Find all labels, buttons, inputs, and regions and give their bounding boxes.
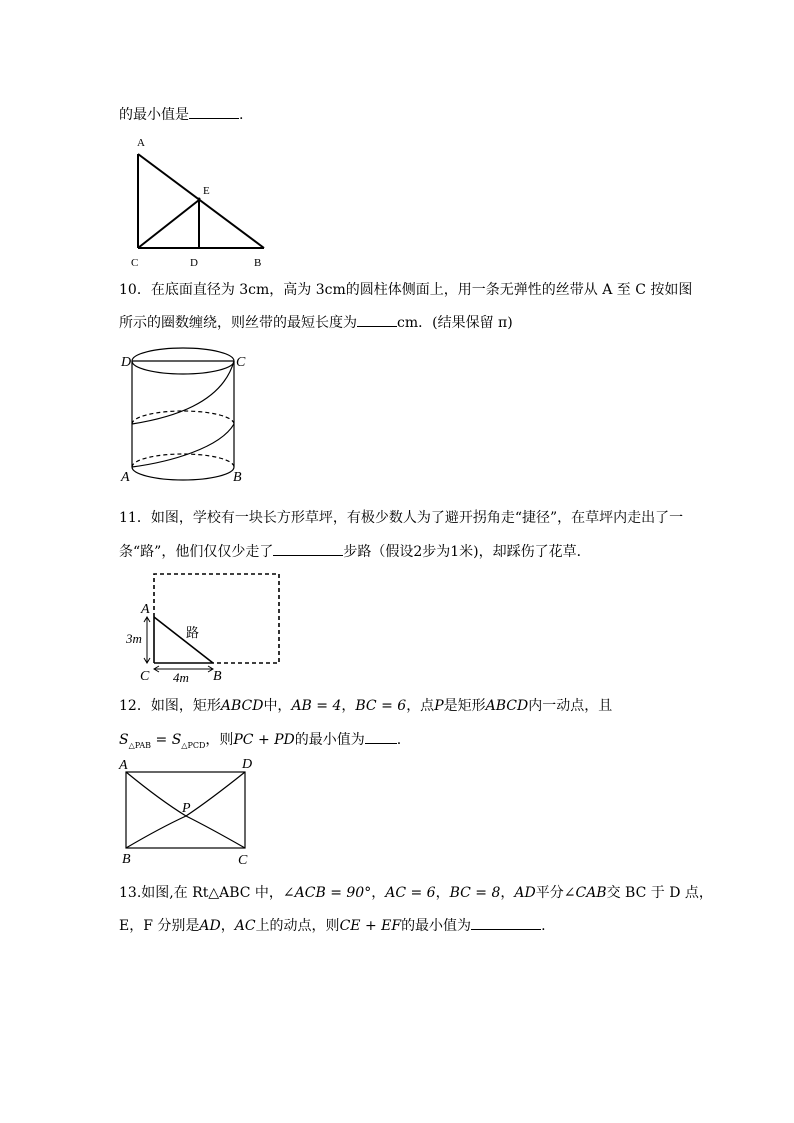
q9-answer-blank[interactable] (189, 104, 239, 119)
q11-line-1: 11．如图，学校有一块长方形草坪，有极少数人为了避开拐角走“捷径”，在草坪内走出了一 (119, 510, 684, 526)
q12-rect-abcd (126, 772, 245, 848)
q10-bottom-back-arc (132, 454, 234, 467)
q10-label-d: D (121, 355, 132, 370)
q10-ribbon-lower (132, 424, 234, 467)
q11-label-c: C (140, 669, 150, 684)
q12-label-p: P (182, 801, 191, 816)
q13-line-1: 13.如图,在 Rt△ABC 中，∠ACB = 90°，AC = 6，BC = 8，AD平分∠CAB交 BC 于 D 点， (119, 885, 713, 901)
q12-answer-blank[interactable] (365, 729, 397, 744)
q10-label-c: C (236, 355, 246, 370)
q12-label-c: C (238, 853, 248, 868)
q11-lawn-dashed-outline (154, 574, 279, 663)
q10-label-a: A (121, 470, 130, 485)
q12-segment-a-p (126, 772, 186, 816)
q9-label-e: E (203, 185, 210, 197)
q12-line-2: $S_{\triangle PAB} = S_{\triangle PCD}$，则PC + PD的最小值为 . (119, 729, 401, 755)
q9-segment-ab (138, 154, 264, 248)
q9-label-b: B (254, 257, 262, 269)
q12-segment-d-p (186, 772, 245, 816)
q11-label-4m: 4m (173, 670, 189, 685)
q10-bottom-front-arc (132, 467, 234, 480)
q9-label-a: A (137, 137, 145, 149)
q11-label-b: B (213, 669, 222, 684)
q11-label-a: A (141, 602, 150, 617)
q11-label-3m: 3m (126, 631, 142, 646)
q10-top-ellipse (132, 348, 234, 374)
q11-answer-blank[interactable] (273, 541, 343, 556)
q12-label-b: B (122, 852, 131, 867)
q13-answer-blank[interactable] (471, 915, 541, 930)
q9-label-c: C (131, 257, 139, 269)
q9-point-e-dot (198, 198, 201, 201)
q9-text: 的最小值是 (119, 107, 189, 123)
q12-label-a: A (119, 758, 128, 773)
q9-label-d: D (190, 257, 198, 269)
q12-segment-c-p (186, 816, 245, 848)
q12-segment-b-p (126, 816, 186, 848)
q10-ribbon-upper (132, 361, 234, 424)
q11-line-2: 条“路”，他们仅仅少走了 步路（假设2步为1米)，却踩伤了花草． (119, 541, 591, 561)
q11-label-path: 路 (186, 625, 200, 640)
q9-segment-ce (138, 200, 199, 248)
q10-line-2: 所示的圈数缠绕，则丝带的最短长度为 cm．(结果保留 π) (119, 312, 513, 332)
q10-label-b: B (233, 470, 242, 485)
q10-line-1: 10．在底面直径为 3cm，高为 3cm的圆柱体侧面上，用一条无弹性的丝带从 A 至 C 按如图 (119, 282, 693, 298)
q12-line-1: 12．如图，矩形ABCD中，AB = 4，BC = 6，点P是矩形ABCD内一动点，且 (119, 698, 613, 714)
q13-line-2: E，F 分别是AD，AC上的动点，则CE + EF的最小值为 . (119, 915, 546, 935)
q9-answer-line: 的最小值是 . (119, 104, 243, 124)
q10-answer-blank[interactable] (357, 312, 397, 327)
q10-middle-back-arc (132, 411, 234, 424)
q11-path-ab (154, 617, 213, 663)
q12-label-d: D (242, 757, 253, 772)
